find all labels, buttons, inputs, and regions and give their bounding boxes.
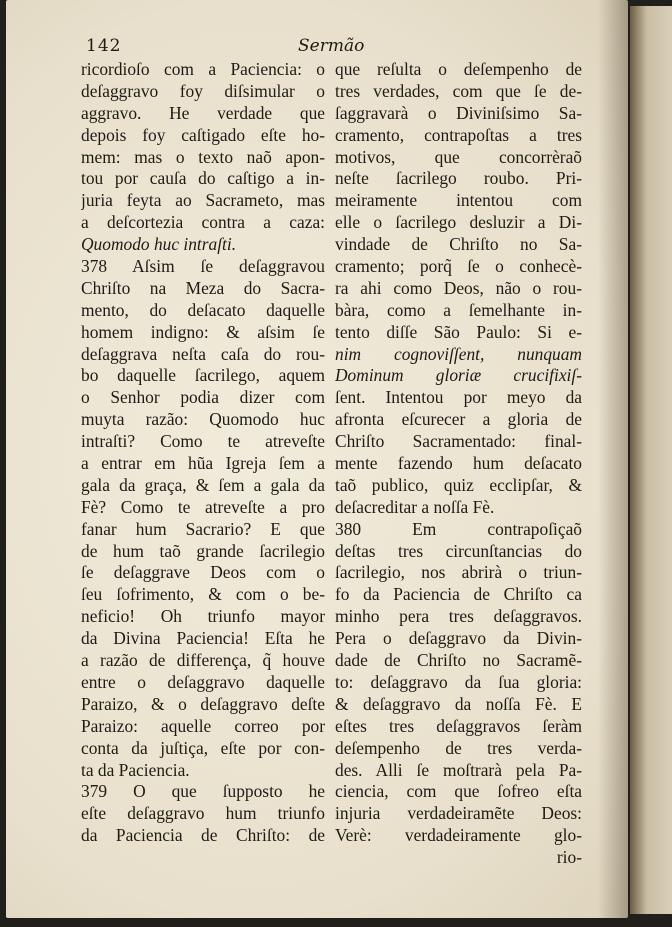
text-line: Dominum gloriæ crucifixiſ- (335, 365, 582, 386)
text-line: deſaggrava neſta caſa do rou- (81, 343, 325, 364)
text-line: ſaggravarà o Diviniſsimo Sa- (335, 102, 582, 123)
page-number: 142 (86, 36, 122, 56)
adjacent-page-edge (630, 6, 672, 914)
text-line: ta da Paciencia. (81, 759, 190, 780)
running-head: Sermão (298, 36, 365, 56)
page-header (86, 36, 586, 60)
text-line: juria feyta ao Sacrameto, mas (81, 190, 325, 211)
text-line: ſacrilegio, nos abrirà o triun- (335, 562, 582, 583)
text-line: dade de Chriſto no Sacramẽ- (335, 650, 582, 671)
text-line: fanar hum Sacrario? E que (81, 518, 325, 539)
text-line: tento diſſe São Paulo: Si e- (335, 321, 582, 342)
text-line: de hum taõ grande ſacrilegio (81, 540, 325, 561)
text-line: depois foy caſtigado eſte ho- (81, 124, 325, 145)
text-line: ſe deſaggrave Deos com o (81, 562, 325, 583)
text-line: bo daquelle ſacrilego, aquem (81, 365, 325, 386)
gutter-shadow (598, 0, 628, 918)
text-line: minho pera tres deſaggravos. (335, 606, 582, 627)
text-line: Fè? Como te atreveſte a pro (81, 496, 325, 517)
text-line: deſaggravo foy diſsimular o (81, 80, 325, 101)
text-line: Verè: verdadeiramente glo- (335, 825, 582, 846)
text-line: afronta eſcurecer a gloria de (335, 409, 582, 430)
text-line: nim cognoviſſent, nunquam (335, 343, 582, 364)
text-line: a entrar em hũa Igreja ſem a (81, 453, 325, 474)
text-line: 379 O que ſupposto he (81, 781, 325, 802)
text-line: da Paciencia de Chriſto: de (81, 825, 325, 846)
text-line: taõ publico, quiz ecclipſar, & (335, 474, 582, 495)
text-line: meiramente intentou com (335, 190, 582, 211)
text-line: muyta razão: Quomodo huc (81, 409, 325, 430)
text-line: vindade de Chriſto no Sa- (335, 234, 582, 255)
text-line: a razão de differença, q̃ houve (81, 650, 325, 671)
text-line: Chriſto Sacramentado: final- (335, 431, 582, 452)
text-line: elle o ſacrilego desluzir a Di- (335, 212, 582, 233)
text-line: neſte ſacrilego roubo. Pri- (335, 168, 582, 189)
text-line: ſeu ſofrimento, & com o be- (81, 584, 325, 605)
text-line: a deſcortezia contra a caza: (81, 212, 325, 233)
text-line: neficio! Oh triunfo mayor (81, 606, 325, 627)
text-line: Chriſto na Meza do Sacra- (81, 277, 325, 298)
text-line: bàra, como a ſemelhante in- (335, 299, 582, 320)
text-line: to: deſaggravo da ſua gloria: (335, 671, 582, 692)
text-line: deſempenho de tres verda- (335, 737, 582, 758)
text-line: eſtes tres deſaggravos ſeràm (335, 715, 582, 736)
text-line: conta da juſtiça, eſte por con- (81, 737, 325, 758)
text-line: cramento, contrapoſtas a tres (335, 124, 582, 145)
left-text-column (81, 59, 325, 847)
text-line: Quomodo huc intraſti. (81, 234, 237, 255)
text-line: deſtas tres circunſtancias do (335, 540, 582, 561)
text-line: deſacreditar a noſſa Fè. (335, 496, 495, 517)
text-line: des. Alli ſe moſtrarà pela Pa- (335, 759, 582, 780)
text-line: mente fazendo hum deſacato (335, 453, 582, 474)
text-line: que reſulta o deſempenho de (335, 59, 582, 79)
text-line: rio- (556, 847, 582, 868)
text-line: Pera o deſaggravo da Divin- (335, 628, 582, 649)
text-line: ciencia, com que ſofreo eſta (335, 781, 582, 802)
text-line: fo da Paciencia de Chriſto ca (335, 584, 582, 605)
text-line: ricordioſo com a Paciencia: o (81, 59, 325, 79)
text-line: injuria verdadeiramẽte Deos: (335, 803, 582, 824)
text-line: 380 Em contrapoſiçaõ (335, 518, 582, 539)
text-line: ra ahi como Deos, não o rou- (335, 277, 582, 298)
text-line: Paraizo: aquelle correo por (81, 715, 325, 736)
text-line: mento, do deſacato daquelle (81, 299, 325, 320)
text-line: intraſti? Como te atreveſte (81, 431, 325, 452)
text-line: ſent. Intentou por meyo da (335, 387, 582, 408)
text-line: entre o deſaggravo daquelle (81, 671, 325, 692)
text-line: tres verdades, com que ſe de- (335, 80, 582, 101)
text-line: 378 Aſsim ſe deſaggravou (81, 256, 325, 277)
text-line: homem indigno: & aſsim ſe (81, 321, 325, 342)
text-line: mem: mas o texto naõ apon- (81, 146, 325, 167)
right-text-column (335, 59, 582, 869)
text-line: & deſaggravo da noſſa Fè. E (335, 693, 582, 714)
text-line: gala da graça, & ſem a gala da (81, 474, 325, 495)
text-line: eſte deſaggravo hum triunfo (81, 803, 325, 824)
text-line: Paraizo, & o deſaggravo deſte (81, 693, 325, 714)
text-line: cramento; porq̃ ſe o conhecè- (335, 256, 582, 277)
text-line: aggravo. He verdade que (81, 102, 325, 123)
text-line: o Senhor podia dizer com (81, 387, 325, 408)
text-line: motivos, que concorrèraõ (335, 146, 582, 167)
text-line: da Divina Paciencia! Eſta he (81, 628, 325, 649)
text-line: tou por cauſa do caſtigo a in- (81, 168, 325, 189)
